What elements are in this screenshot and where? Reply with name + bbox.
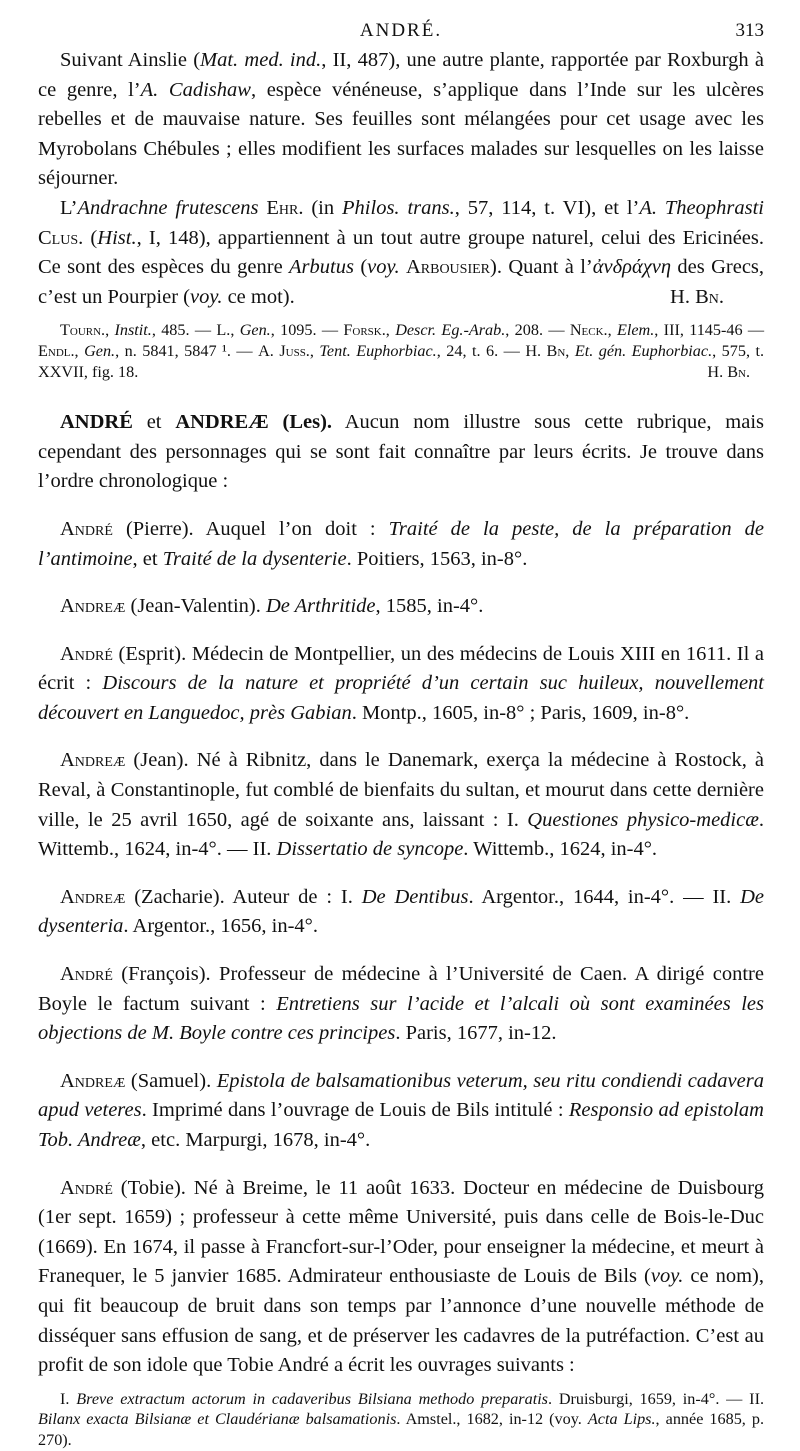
running-head [38, 20, 764, 46]
entry-name: Andreæ [60, 749, 126, 772]
document-page [38, 20, 764, 1451]
bib-author: A. Juss. [258, 341, 310, 360]
entry-name: Andreæ [60, 595, 126, 618]
author-abbrev: Ehr. [266, 196, 304, 219]
bib-title: Et. gén. Euphorbiac. [574, 341, 713, 360]
reference-title: Philos. trans. [342, 196, 455, 219]
biography-entry [38, 746, 764, 864]
entry-heading-suffix: (Les). [268, 411, 333, 434]
text-run: (Jean-Valentin). [125, 595, 266, 618]
text-run: (Esprit). Médecin de Montpellier, un des médecins de Louis XIII en 1611. Il a écrit : [38, 642, 764, 695]
bib-author: L. [216, 321, 231, 340]
text-run: , III, 1145-46 — [654, 321, 765, 340]
text-run: , 485. — [151, 321, 217, 340]
text-run: . Paris, 1677, in-12. [395, 1022, 557, 1045]
text-run: , [607, 321, 617, 340]
genus-name: Arbutus [289, 256, 354, 279]
text-run: , [565, 341, 575, 360]
biography-entry [38, 592, 764, 622]
text-run: , [385, 321, 396, 340]
text-run: . Argentor., 1656, in-4°. [123, 915, 318, 938]
entry-name: André [60, 517, 113, 540]
text-run: , espèce vénéneuse, s’applique dans l’Inde sur les ulcères rebelles et de mauvaise nature. Ses feuilles sont mélangées pour cet usage avec les Myrobolans Chébules ; elles modifient les surfaces malades sur lesquelles on les laisse séjourner. [38, 78, 764, 190]
bib-title: Instit. [114, 321, 152, 340]
text-run: (in [303, 196, 343, 219]
text-run: ce nom), qui fit beaucoup de bruit dans son temps par l’annonce d’une nouvelle méthode de disséquer sans effusion de sang, et de préserver les cadavres de la putréfaction. C’est au profit de son idole que Tobie André a écrit les ouvrages suivants : [38, 1265, 764, 1377]
text-run: , 57, 114, t. VI), et l’ [454, 196, 640, 219]
biography-entry [38, 640, 764, 729]
text-run: ( [353, 256, 368, 279]
italic-title: Traité de la dysenterie [162, 547, 347, 570]
text-run: , II, 487), une autre plante, rapportée par Roxburgh à ce genre, l’ [38, 49, 765, 101]
biography-entries [38, 515, 764, 1381]
text-run: Aucun nom illustre sous cette rubrique, mais cependant des personnages qui se sont fait connaître par leurs écrits. Je trouve dans l’ordre chronologique : [38, 411, 765, 493]
biography-entry [38, 883, 764, 942]
text-run: , etc. Marpurgi, 1678, in-4°. [140, 1129, 371, 1151]
intro-paragraph-1 [38, 46, 764, 194]
italic-title: Acta Lips. [587, 1410, 656, 1429]
text-run: . Imprimé dans l’ouvrage de Louis de Bils intitulé : [141, 1099, 569, 1122]
text-run: (Pierre). Auquel l’on doit : [112, 517, 389, 540]
biography-entry [38, 1174, 764, 1381]
text-run: , 1095. — [270, 321, 344, 340]
text-run: . Montp., 1605, in-8° ; Paris, 1609, in-8°. [351, 701, 690, 724]
italic-title: Breve extractum actorum in cadaveribus Bilsiana methodo preparatis [76, 1389, 548, 1408]
italic-title: Discours de la nature et propriété d’un certain suc huileux, nouvellement découvert en Languedoc, près Gabian [38, 672, 764, 724]
bib-title: Gen. [84, 341, 116, 360]
text-run: . Amstel., 1682, in-12 (voy. [396, 1410, 588, 1429]
works-list [38, 1389, 764, 1451]
greek-word: ἀνδράχνη [592, 256, 672, 279]
text-run: L’ [60, 196, 78, 219]
bib-author: Endl. [38, 341, 75, 360]
text-run: , [230, 321, 240, 340]
bib-author: Forsk. [343, 321, 386, 340]
entry-name: André [60, 1176, 113, 1199]
entry-heading: ANDRÉ [60, 411, 133, 434]
text-run: des Grecs, c’est un Pourpier ( [38, 256, 765, 308]
bib-title: Gen. [239, 321, 271, 340]
author-signature: H. Bn. [707, 362, 750, 381]
text-run: (Samuel). [125, 1069, 217, 1092]
text-run: . Poitiers, 1563, in-8°. [346, 547, 528, 570]
bib-author: H. Bn [525, 341, 566, 360]
page-number: 313 [735, 20, 764, 41]
text-run: (Zacharie). Auteur de : I. [125, 885, 362, 908]
text-run: . Druisburgi, 1659, in-4°. — II. [548, 1389, 765, 1408]
author-signature: H. Bn. [670, 285, 724, 308]
text-run: . Wittemb., 1624, in-4°. — II. [38, 808, 765, 861]
species-name: A. Cadishaw [140, 78, 251, 101]
text-run: , 24, t. 6. — [436, 341, 526, 360]
text-run: . Wittemb., 1624, in-4°. [463, 838, 658, 861]
biography-entry [38, 1067, 764, 1156]
text-run: , [74, 341, 85, 360]
italic-title: Traité de la peste, de la préparation de l’antimoine [38, 517, 764, 570]
species-name: Andrachne frutescens [77, 196, 259, 219]
cross-reference-target: Arbousier [405, 256, 491, 279]
text-run: , 1585, in-4°. [375, 595, 484, 618]
bib-title: Elem. [616, 321, 655, 340]
cross-reference: voy. [190, 285, 223, 308]
text-run: , et [132, 547, 163, 570]
text-run: ( [83, 226, 98, 249]
bib-author: Neck. [569, 321, 608, 340]
text-run: , I, 148), appartiennent à un tout autre groupe naturel, celui des Ericinées. Ce sont des espèces du genre [38, 226, 765, 279]
text-run: (Jean). Né à Ribnitz, dans le Danemark, exerça la médecine à Rostock, à Reval, à Constantinople, fut comblé de bienfaits du sultan, et mourut dans cette dernière ville, le 25 avril 1650, agé de soixante ans, laissant : I. [38, 749, 764, 831]
entry-name: André [60, 963, 113, 986]
text-run: . Argentor., 1644, in-4°. — II. [468, 885, 741, 908]
author-abbrev: Clus. [38, 226, 84, 249]
text-run: , n. 5841, 5847 ¹. — [115, 341, 259, 360]
italic-title: De Dentibus [361, 885, 469, 908]
text-run: , [309, 341, 320, 360]
text-run: et [132, 411, 176, 434]
reference-title: Hist. [97, 226, 137, 249]
species-name: A. Theophrasti [639, 196, 765, 219]
bibliography-note: Tourn., Instit., 485. — L., Gen., 1095. — Forsk., Descr. Eg.-Arab., 208. — Neck., Elem., III, 1145-46 — Endl., Gen., n. 5841, 5847 ¹. — A. Juss., Tent. Euphorbiac., 24, t. 6. — H. Bn, Et. gén. Euphorbiac., 575, t. XXVII, fig. 18. H. Bn. [38, 321, 765, 381]
entry-name: Andreæ [60, 1069, 126, 1092]
italic-title: Responsio ad epistolam Tob. Andreæ [38, 1099, 764, 1151]
italic-title: voy. [650, 1265, 684, 1288]
reference-title: Mat. med. ind. [200, 49, 322, 71]
cross-reference: voy. [367, 256, 400, 279]
bib-title: Descr. Eg.-Arab. [395, 321, 506, 340]
biography-entry [38, 515, 764, 574]
italic-title: Questiones physico-medicæ [527, 808, 759, 831]
text-run: , 575, t. XXVII, fig. 18. [38, 341, 765, 381]
text-run: (François). Professeur de médecine à l’Université de Caen. A dirigé contre Boyle le factum suivant : [38, 963, 764, 1015]
italic-title: Dissertatio de syncope [276, 838, 464, 861]
section-intro [38, 408, 764, 497]
entry-heading: ANDREÆ [175, 411, 269, 434]
biography-entry [38, 960, 764, 1049]
bib-title: Tent. Euphorbiac. [319, 341, 437, 360]
text-run: Suivant Ainslie ( [60, 49, 201, 71]
italic-title: De Arthritide [265, 595, 376, 618]
text-run: (Tobie). Né à Breime, le 11 août 1633. Docteur en médecine de Duisbourg (1er sept. 1659) ; professeur à cette même Université, puis dans celle de Bois-le-Duc (1669). En 1674, il passe à Francfort-sur-l’Oder, pour enseigner la médecine, et meurt à Franequer, le 5 janvier 1685. Admirateur enthousiaste de Louis de Bils ( [38, 1176, 764, 1288]
text-run: I. [60, 1389, 77, 1408]
bib-author: Tourn. [60, 321, 106, 340]
text-run: , 208. — [505, 321, 570, 340]
text-run: ). Quant à l’ [490, 256, 593, 279]
intro-paragraph-2 [38, 194, 764, 312]
italic-title: Entretiens sur l’acide et l’alcali où sont examinées les objections de M. Boyle contre ces principes [38, 992, 764, 1045]
text-run: ce mot). [222, 285, 295, 308]
running-title: ANDRÉ. [359, 20, 443, 41]
italic-title: Bilanx exacta Bilsianæ et Claudérianæ balsamationis [38, 1410, 397, 1429]
entry-name: André [60, 642, 113, 665]
text-run: , année 1685, p. 270). [38, 1410, 765, 1449]
italic-title: Epistola de balsamationibus veterum, seu ritu condiendi cadavera apud veteres [38, 1069, 764, 1122]
italic-title: De dysenteria [38, 885, 764, 938]
entry-name: Andreæ [60, 885, 126, 908]
